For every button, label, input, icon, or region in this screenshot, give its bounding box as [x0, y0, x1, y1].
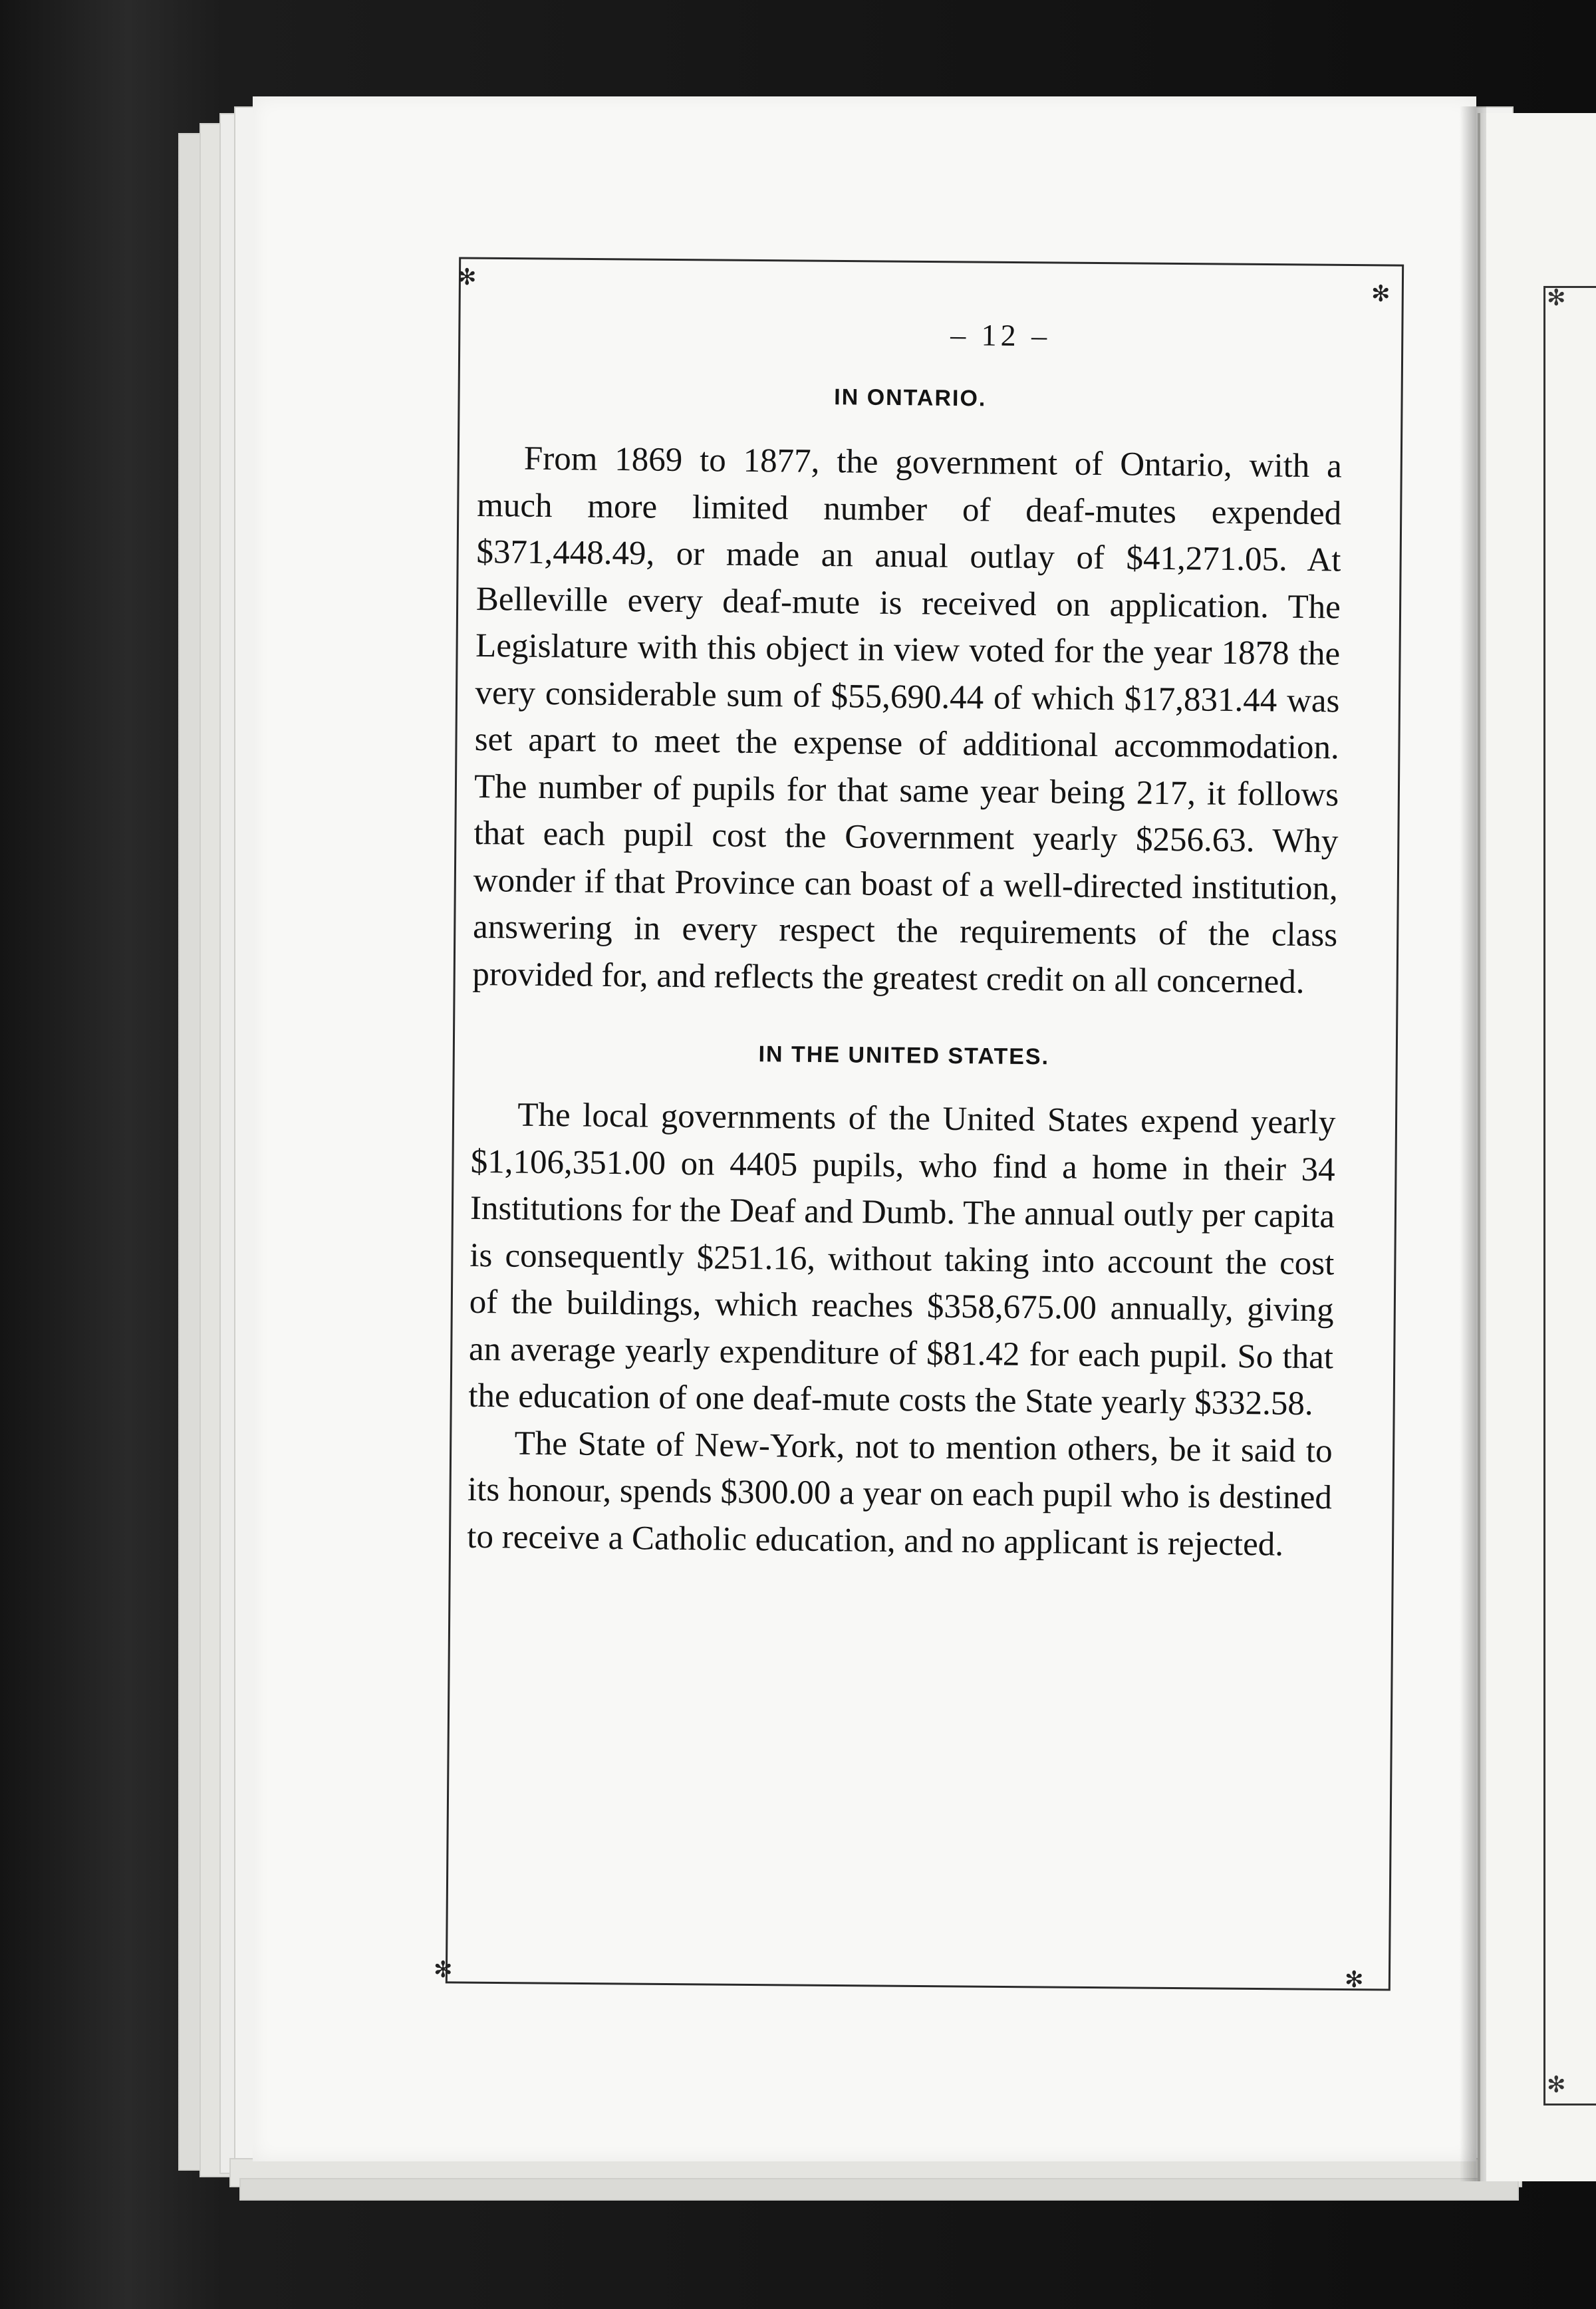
- corner-ornament-icon: ✻: [1345, 1967, 1364, 1993]
- facing-page-frame: [1543, 286, 1596, 2105]
- section-heading-ontario: IN ONTARIO.: [834, 384, 987, 412]
- corner-ornament-icon: ✻: [1371, 281, 1391, 307]
- paragraph-united-states: The local governments of the United States expend yearly $1,106,351.00 on 4405 pupils, who find a home in their 34 Institutions for the Deaf and Dumb. The annual outly per capita is consequently $251.16, without taking into account the cost of the buildings, which reaches $358,675.00 annually, giving an average yearly expenditure of $81.42 for each pupil. So that the education of one deaf-mute costs the State yearly $332.58.: [468, 1096, 1336, 1423]
- corner-ornament-icon: ✻: [1547, 285, 1566, 311]
- facing-page: [1478, 113, 1596, 2181]
- corner-ornament-icon: ✻: [458, 264, 477, 291]
- page-stack-bottom-edge: [239, 2178, 1519, 2201]
- page-number: – 12 –: [950, 317, 1051, 353]
- gutter-shadow: [1460, 106, 1486, 2181]
- page-content: [467, 313, 1343, 1568]
- section-heading-united-states: IN THE UNITED STATES.: [758, 1041, 1050, 1070]
- corner-ornament-icon: ✻: [1547, 2072, 1566, 2098]
- corner-ornament-icon: ✻: [434, 1957, 453, 1983]
- paragraph-ontario: From 1869 to 1877, the government of Ontario, with a much more limited number of deaf-mutes expended $371,448.49, or made an anual outlay of $41,271.05. At Belleville every deaf-mute is received on application. The Legislature with this object in view voted for the year 1878 the very considerable sum of $55,690.44 of which $17,831.44 was set apart to meet the expense of additional accommodation. The number of pupils for that same year being 217, it follows that each pupil cost the Government yearly $256.63. Why wonder if that Province can boast of a well-directed institution, answering in every respect the requirements of the class provided for, and reflects the greatest credit on all concerned.: [472, 440, 1343, 1001]
- paragraph-new-york: The State of New-York, not to mention others, be it said to its honour, spends $300.00 a year on each pupil who is destined to receive a Catholic education, and no applicant is rejected.: [467, 1425, 1333, 1563]
